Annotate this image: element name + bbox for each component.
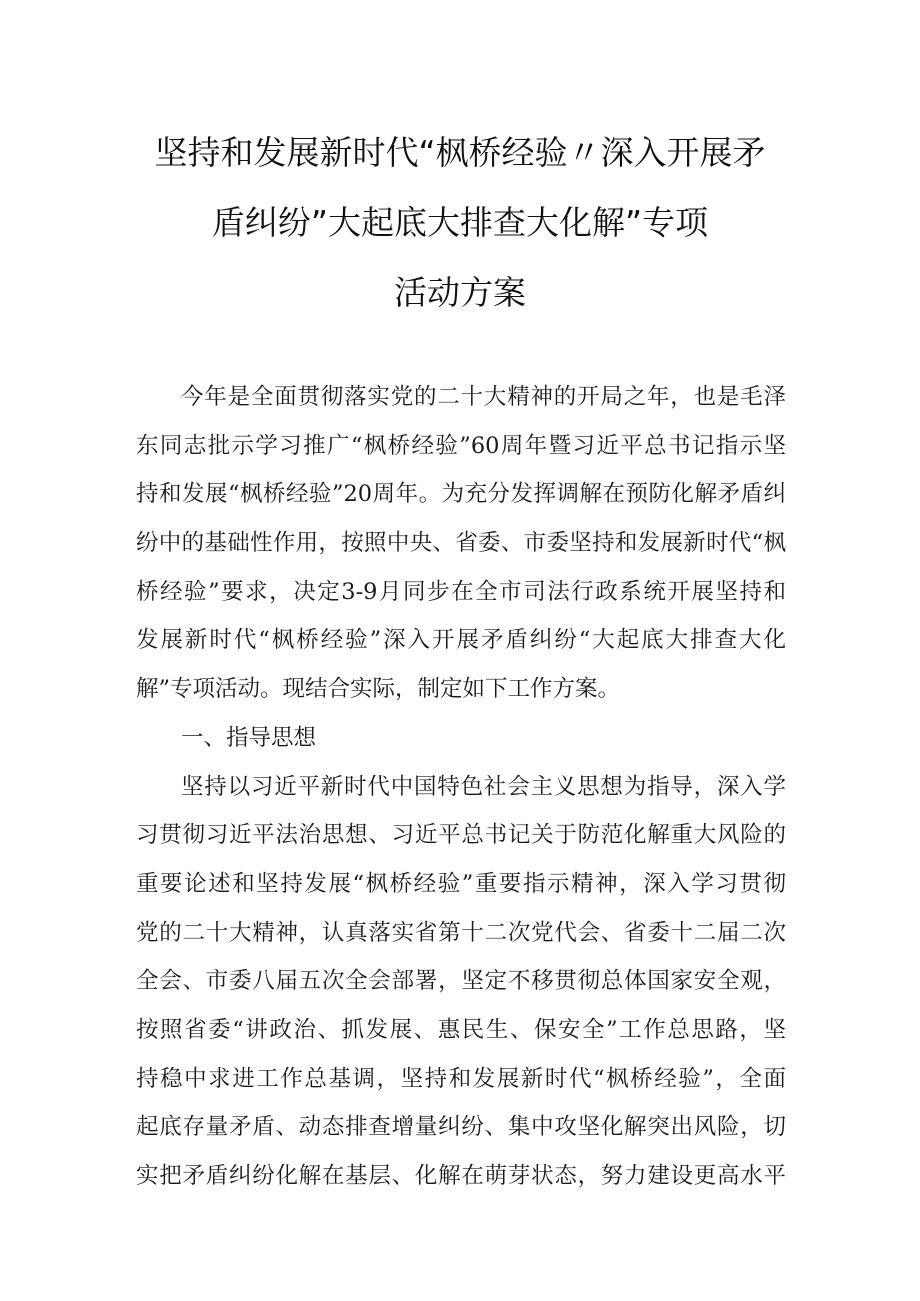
text-line: 解”专项活动。现结合实际，制定如下工作方案。	[136, 676, 621, 703]
text-line: 纷中的基础性作用，按照中央、省委、市委坚持和发展新时代“枫	[136, 530, 786, 557]
paragraph-guiding-ideology	[136, 763, 786, 1201]
text-line: 起底存量矛盾、动态排查增量纠纷、集中攻坚化解突出风险，切	[136, 1114, 786, 1141]
text-line: 坚持以习近平新时代中国特色社会主义思想为指导，深入学	[181, 773, 786, 800]
text-line: 习贯彻习近平法治思想、习近平总书记关于防范化解重大风险的	[136, 822, 786, 849]
text-line: 东同志批示学习推广“枫桥经验”60周年暨习近平总书记指示坚	[136, 432, 786, 459]
paragraph-intro	[136, 373, 786, 714]
text-line: 党的二十大精神，认真落实省第十二次党代会、省委十二届二次	[136, 919, 786, 946]
document-body	[136, 373, 786, 1201]
text-line: 全会、市委八届五次全会部署，坚定不移贯彻总体国家安全观，	[136, 968, 786, 995]
text-line: 持稳中求进工作总基调，坚持和发展新时代“枫桥经验”，全面	[136, 1065, 786, 1092]
text-line: 实把矛盾纠纷化解在基层、化解在萌芽状态，努力建设更高水平	[136, 1163, 786, 1189]
text-line: 按照省委“讲政治、抓发展、惠民生、保安全”工作总思路，坚	[136, 1016, 786, 1043]
document-title-line-1: 坚持和发展新时代“枫桥经验〃深入开展矛	[154, 133, 766, 172]
text-line: 今年是全面贯彻落实党的二十大精神的开局之年，也是毛泽	[181, 384, 786, 410]
section-heading: 一、指导思想	[181, 724, 317, 751]
text-line: 桥经验”要求，决定3-9月同步在全市司法行政系统开展坚持和	[136, 578, 786, 605]
document-title-line-3: 活动方案	[394, 273, 526, 312]
text-line: 发展新时代“枫桥经验”深入开展矛盾纠纷“大起底大排查大化	[136, 627, 786, 654]
section-heading-guiding-ideology	[136, 714, 786, 763]
text-line: 重要论述和坚持发展“枫桥经验”重要指示精神，深入学习贯彻	[136, 870, 786, 897]
document-title-line-2: 盾纠纷”大起底大排查大化解”专项	[211, 203, 709, 242]
text-line: 持和发展“枫桥经验”20周年。为充分发挥调解在预防化解矛盾纠	[136, 481, 786, 508]
